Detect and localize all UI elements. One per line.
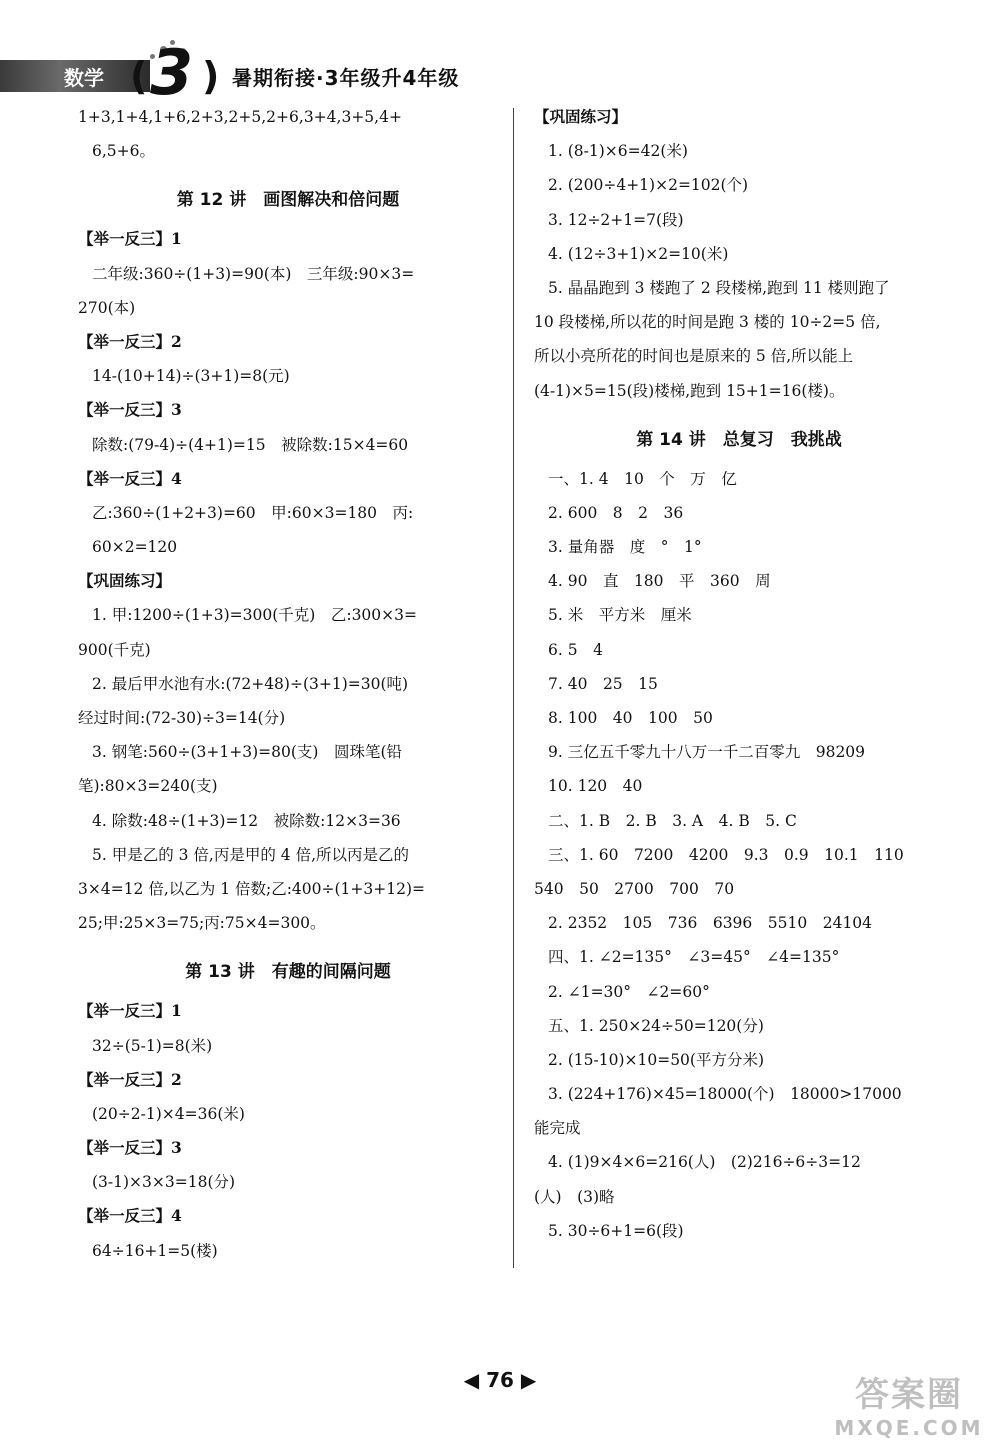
answer-line: 【巩固练习】 (78, 571, 172, 591)
answer-line: 所以小亮所花的时间也是原来的 5 倍,所以能上 (534, 347, 854, 366)
answer-line: (20÷2-1)×4=36(米) (92, 1104, 245, 1123)
watermark-logo (834, 1375, 984, 1447)
answer-line: 1+3,1+4,1+6,2+3,2+5,2+6,3+4,3+5,4+ (78, 108, 402, 126)
answer-line: 5. 晶晶跑到 3 楼跑了 2 段楼梯,跑到 11 楼则跑了 (548, 278, 890, 297)
header-bracket-left: ( (130, 54, 148, 98)
answer-line: 乙:360÷(1+2+3)=60 甲:60×3=180 丙: (92, 503, 414, 522)
answer-line: 5. 甲是乙的 3 倍,丙是甲的 4 倍,所以丙是乙的 (92, 845, 410, 864)
answer-line: 3. 量角器 度 ° 1° (548, 538, 702, 557)
answer-line: 4. (12÷3+1)×2=10(米) (548, 244, 729, 263)
section-heading: 第 13 讲 有趣的间隔问题 (185, 962, 391, 983)
section-heading: 第 14 讲 总复习 我挑战 (636, 429, 842, 450)
answer-line: 64÷16+1=5(楼) (92, 1241, 218, 1260)
header-bracket-right: ) (202, 54, 220, 98)
answer-line: 2. 600 8 2 36 (548, 503, 684, 522)
answer-line: 能完成 (534, 1119, 581, 1138)
answer-line: 5. 30÷6+1=6(段) (548, 1221, 684, 1240)
answer-line: 10. 120 40 (548, 777, 643, 796)
answer-line: (3-1)×3×3=18(分) (92, 1173, 236, 1192)
answer-line: 笔):80×3=240(支) (78, 777, 218, 796)
answer-line: 2. ∠1=30° ∠2=60° (548, 982, 710, 1001)
answer-line: 5. 米 平方米 厘米 (548, 606, 692, 625)
answer-line: 10 段楼梯,所以花的时间是跑 3 楼的 10÷2=5 倍, (534, 313, 881, 332)
page-number: ◀ 76 ▶ (463, 1368, 537, 1392)
answer-line: 8. 100 40 100 50 (548, 709, 713, 727)
answer-line: 【举一反三】3 (78, 1138, 182, 1158)
answer-line: (人) (3)略 (534, 1187, 615, 1206)
answer-line: 4. 90 直 180 平 360 周 (548, 572, 771, 591)
header-book-number: 3 (150, 36, 194, 109)
header-subject: 数学 (64, 66, 104, 90)
answer-line: 4. 除数:48÷(1+3)=12 被除数:12×3=36 (92, 811, 401, 830)
answer-line: 除数:(79-4)÷(4+1)=15 被除数:15×4=60 (92, 435, 409, 454)
left-column (78, 100, 498, 1268)
watermark-url: MXQE.COM (834, 1416, 984, 1440)
answer-line: 540 50 2700 700 70 (534, 879, 735, 898)
answer-line: 3. 钢笔:560÷(3+1+3)=80(支) 圆珠笔(铅 (92, 743, 403, 762)
answer-line: 270(本) (78, 298, 136, 317)
answer-line: 4. (1)9×4×6=216(人) (2)216÷6÷3=12 (548, 1153, 861, 1172)
answer-line: 14-(10+14)÷(3+1)=8(元) (92, 367, 290, 386)
answer-line: 二年级:360÷(1+3)=90(本) 三年级:90×3= (92, 264, 415, 283)
answer-line: 三、1. 60 7200 4200 9.3 0.9 10.1 110 (548, 845, 904, 864)
answer-line: 【举一反三】1 (78, 1001, 182, 1021)
answer-line: 6,5+6。 (92, 142, 155, 161)
answer-line: 经过时间:(72-30)÷3=14(分) (78, 709, 286, 727)
answer-line: 7. 40 25 15 (548, 674, 658, 693)
answer-line: 【举一反三】4 (78, 1206, 182, 1226)
answer-line: 2. 最后甲水池有水:(72+48)÷(3+1)=30(吨) (92, 674, 409, 693)
answer-line: 【举一反三】2 (78, 331, 182, 351)
answer-line: 3. 12÷2+1=7(段) (548, 210, 684, 229)
answer-line: 1. (8-1)×6=42(米) (548, 142, 688, 161)
answer-line: 60×2=120 (92, 538, 178, 557)
answer-line: 【举一反三】1 (78, 229, 182, 249)
answer-line: 五、1. 250×24÷50=120(分) (548, 1016, 764, 1035)
page-header (0, 36, 560, 109)
answer-line: 【举一反三】3 (78, 400, 182, 420)
answer-line: 3×4=12 倍,以乙为 1 倍数;乙:400÷(1+3+12)= (78, 879, 426, 898)
answer-line: 32÷(5-1)=8(米) (92, 1036, 213, 1055)
answer-line: (4-1)×5=15(段)楼梯,跑到 15+1=16(楼)。 (534, 381, 845, 400)
answer-line: 2. 2352 105 736 6396 5510 24104 (548, 914, 873, 933)
answer-line: 一、1. 4 10 个 万 亿 (548, 469, 737, 488)
answer-line: 【举一反三】4 (78, 468, 182, 488)
section-heading: 第 12 讲 画图解决和倍问题 (176, 190, 400, 211)
answer-line: 【举一反三】2 (78, 1069, 182, 1089)
answer-line: 【巩固练习】 (534, 107, 628, 126)
answer-line: 3. (224+176)×45=18000(个) 18000>17000 (548, 1085, 902, 1104)
answer-line: 900(千克) (78, 640, 151, 659)
answer-line: 1. 甲:1200÷(1+3)=300(千克) 乙:300×3= (92, 606, 417, 625)
answer-line: 四、1. ∠2=135° ∠3=45° ∠4=135° (548, 948, 840, 967)
answer-line: 6. 5 4 (548, 640, 603, 659)
column-divider (513, 108, 514, 1268)
answer-line: 2. (200÷4+1)×2=102(个) (548, 176, 749, 195)
right-column (534, 100, 944, 1248)
answer-line: 二、1. B 2. B 3. A 4. B 5. C (548, 811, 797, 830)
answer-line: 9. 三亿五千零九十八万一千二百零九 98209 (548, 743, 866, 762)
watermark-text: 答案圈 (855, 1375, 963, 1415)
answer-line: 2. (15-10)×10=50(平方分米) (548, 1050, 765, 1069)
answer-line: 25;甲:25×3=75;丙:75×4=300。 (78, 914, 326, 933)
header-title: 暑期衔接·3年级升4年级 (232, 66, 460, 90)
